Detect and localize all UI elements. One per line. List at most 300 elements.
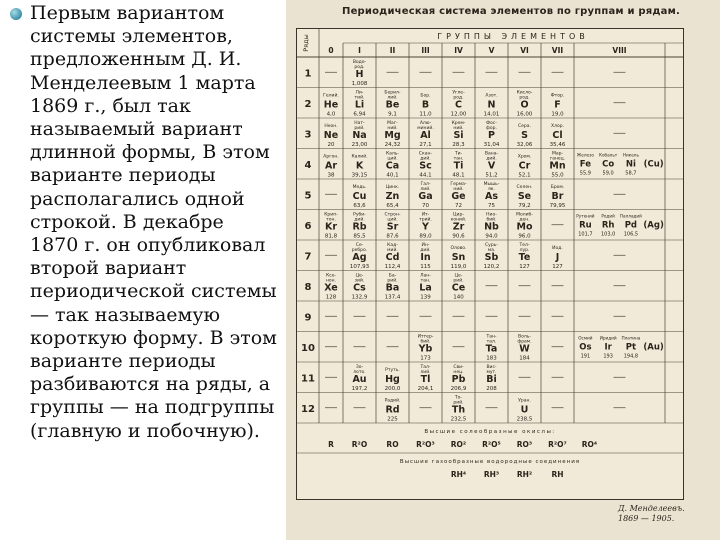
element-symbol: La [419,282,432,294]
element-name: Сурь- [485,243,498,248]
element-mass: 48,1 [452,172,465,179]
element-name: Крип- [324,212,338,218]
element-name: Молиб- [516,212,533,218]
element-mass: 70 [422,203,429,209]
element-name: Иод. [552,246,563,251]
element-name: ний. [387,126,398,131]
element-symbol: He [323,99,339,111]
element-symbol: Tl [420,374,431,385]
element-name: Никель [622,152,639,158]
element-name: Хлор. [551,124,564,129]
element-symbol: Pd [624,220,638,231]
group-number: II [389,46,396,55]
element-name: Водо- [352,60,367,65]
element-symbol: Al [420,130,431,141]
element-name: Аргон. [323,154,339,160]
element-name: род. [519,95,530,101]
element-name: миний. [417,126,434,131]
element-name: Крем- [451,121,466,126]
element-symbol: Mg [384,130,401,141]
element-symbol: Ni [625,159,636,170]
element-mass: 1,008 [351,81,368,87]
element-mass: 200,0 [384,386,401,392]
element-mass: 55,9 [579,170,591,177]
element-symbol: H [355,69,364,80]
element-mass: 58,7 [625,170,637,177]
element-mass: 35,46 [549,142,566,148]
element-mass: 14,01 [483,111,500,118]
bullet-icon [10,8,22,20]
element-mass: 191 [580,353,591,360]
hydrides-caption: Высшие газообразные водородные соединения [399,459,581,465]
element-symbol: Yb [418,343,433,355]
element-name: Радий. [384,398,401,404]
element-mass: 184 [519,355,530,362]
element-mass: 120,2 [483,264,500,270]
element-mass: 72 [455,203,462,209]
element-symbol: In [420,252,431,263]
element-mass: 139 [420,294,431,301]
element-symbol: Kr [324,221,338,233]
element-symbol: Bi [486,374,497,385]
element-name: лий. [420,370,431,375]
element-symbol: Pb [451,374,466,385]
element-name: Фос- [486,121,497,126]
row-number: 9 [304,312,312,324]
element-name: Уран. [518,398,531,404]
element-name: Бор. [420,93,431,99]
element-name: Гелий. [323,93,339,99]
element-name: нон. [325,278,337,284]
element-mass: 51,2 [485,172,498,179]
element-mass: 59,0 [602,170,614,177]
element-name: Азот. [485,93,498,99]
element-mass: 96,0 [518,233,531,240]
element-symbol: Ga [418,191,433,202]
element-symbol: Zr [452,221,465,233]
element-symbol: V [487,160,496,172]
element-symbol: K [355,160,364,172]
element-symbol: C [455,99,462,111]
oxide-formula: RO² [450,440,467,449]
element-symbol: Ta [485,343,498,355]
element-name: Сви- [453,365,464,370]
element-name: Ба- [388,273,397,279]
element-name: Фтор. [550,93,565,99]
row-label-header: Ряды [302,34,310,52]
element-name: Кисло- [516,90,533,96]
element-name: Се- [355,243,364,248]
element-name: Нио- [486,212,497,218]
element-symbol: Ce [451,282,466,294]
element-name: Родий [601,213,615,219]
element-name: Бром. [550,185,565,190]
element-name: ребро. [351,248,368,253]
element-name: мут. [486,370,497,375]
element-mass: 90,6 [452,233,465,240]
element-name: Осмий [578,335,593,341]
element-symbol: Be [385,99,400,111]
element-name: Ти- [454,151,463,157]
element-name: Кад- [387,243,398,248]
element-mass: 79,2 [518,203,531,209]
row-number: 12 [301,403,315,415]
element-symbol: (Au) [643,342,664,353]
element-name: тий. [354,95,365,101]
element-name: Воль- [518,334,531,340]
element-symbol: Cl [552,130,563,141]
element-symbol: As [484,191,499,202]
element-mass: 127 [519,264,530,270]
element-name: Платина [621,335,641,341]
element-name: род. [453,95,464,101]
oxide-formula: RO⁴ [581,440,598,449]
element-name: Вана- [484,151,499,157]
element-name: фрам. [517,339,532,345]
oxide-formula: R [328,440,334,449]
element-name: рий. [387,278,398,284]
element-name: лото. [353,370,366,375]
element-name: Кобальт [598,152,618,158]
element-name: Берил- [384,90,401,96]
element-symbol: Au [352,374,367,385]
element-symbol: Co [602,159,615,170]
element-name: рий. [354,126,365,131]
element-name: лий. [420,187,431,192]
element-symbol: Hg [385,374,400,385]
signature-name: Д. Менделеевъ. [618,504,685,513]
element-name: Угле- [452,90,465,96]
element-mass: 81,8 [324,233,338,240]
element-name: Нат- [354,121,365,126]
element-name: бий. [486,217,497,223]
element-name: Калий. [351,154,368,160]
element-name: тон. [326,217,336,223]
element-mass: 225 [387,416,398,423]
element-mass: 16,00 [516,111,533,118]
hydride-formula: RH⁴ [450,470,467,479]
row-number: 5 [304,190,312,202]
element-mass: 137,4 [384,294,401,301]
element-mass: 115 [420,264,431,270]
element-name: Мышь- [483,182,500,187]
element-name: як. [488,187,495,192]
element-mass: 112,4 [384,264,401,270]
element-mass: 238,5 [516,416,533,423]
element-name: Медь. [352,185,367,190]
element-mass: 103,0 [600,231,616,238]
element-mass: 206,9 [450,386,467,392]
element-name: тал. [486,339,497,345]
element-mass: 140 [453,294,464,301]
text-block [8,2,278,443]
element-mass: 79,95 [549,203,566,209]
element-mass: 89,0 [419,233,432,240]
element-symbol: Ge [451,191,466,202]
element-name: Ли- [355,90,364,96]
bullet-paragraph [8,2,278,443]
element-name: Вис- [486,365,497,370]
element-name: Цир- [453,212,464,218]
element-name: Строн- [384,212,401,218]
element-mass: 173 [420,355,431,362]
element-symbol: N [487,99,496,111]
element-symbol: Te [518,252,531,263]
element-name: Ит- [421,212,430,218]
element-name: Иттер- [417,334,434,340]
table-title: Периодическая система элементов по группам и рядам. [342,6,680,17]
element-name: Неон. [324,124,338,129]
group-number: VI [520,46,529,55]
element-symbol: Ne [323,130,339,141]
element-name: трий. [419,217,432,223]
element-name: дий. [486,156,497,162]
element-mass: 193 [603,353,613,360]
element-name: ден. [519,217,530,223]
element-symbol: Si [453,130,464,141]
signature-years: 1869 — 1905. [618,514,675,523]
oxide-formula: R²O³ [416,440,435,449]
element-name: ций. [387,156,398,162]
row-number: 11 [301,373,315,385]
element-mass: 106,5 [623,231,639,238]
element-symbol: Ba [385,282,400,294]
element-name: Зо- [355,365,364,370]
element-symbol: P [488,130,495,141]
element-name: дий. [354,217,365,223]
element-name: Маг- [387,121,398,126]
element-name: тан. [453,156,464,162]
element-symbol: Br [551,191,564,202]
hydride-formula: RH³ [483,470,500,479]
element-name: рий. [453,278,464,284]
element-symbol: Rb [352,221,367,233]
row-number: 8 [304,281,312,293]
element-symbol: J [555,252,560,263]
element-symbol: Ag [352,252,367,263]
row-number: 7 [304,251,312,263]
oxide-formula: R²O [351,440,368,449]
periodic-table-grid [297,29,683,499]
element-symbol: F [554,99,561,111]
element-mass: 127 [552,264,563,270]
element-name: Рутений [576,213,595,219]
element-symbol: Fe [579,159,591,170]
element-name: бий. [420,339,431,345]
element-mass: 107,93 [349,264,370,270]
element-name: дий. [420,248,431,253]
element-symbol: Mn [549,160,566,172]
element-name: мий. [387,248,398,253]
element-mass: 6,94 [353,111,366,118]
element-symbol: Sn [451,252,466,263]
element-mass: 194,8 [623,353,639,360]
element-symbol: Se [517,191,532,202]
element-symbol: Rh [601,220,615,231]
element-name: Железо [576,152,594,158]
element-name: То- [454,395,463,401]
element-symbol: U [520,404,529,416]
element-name: Олово. [450,246,467,251]
element-symbol: Na [352,130,367,141]
element-mass: 65,4 [386,203,399,209]
element-name: Хром. [517,154,532,160]
element-mass: 197,2 [351,386,368,392]
element-name: Мар- [551,151,564,157]
element-symbol: Mo [516,221,533,233]
element-name: лий. [387,95,398,101]
element-name: Гал- [420,182,431,187]
element-mass: 20 [327,142,335,148]
element-mass: 31,04 [483,142,500,148]
element-name: Алю- [419,121,432,126]
element-mass: 132,9 [351,294,368,301]
element-name: Ртуть. [385,368,400,373]
element-name: Иридий [599,335,617,341]
element-symbol: Sb [484,252,499,263]
group-number: 0 [328,46,334,55]
element-name: Руби- [353,212,366,218]
element-name: зий. [354,278,365,284]
element-symbol: Nb [484,221,499,233]
element-mass: 32,06 [516,142,533,148]
element-name: ний. [453,187,464,192]
element-mass: 27,1 [419,142,432,148]
element-name: Тал- [420,365,431,370]
element-name: ний. [453,126,464,131]
row-number: 3 [304,129,312,141]
element-symbol: Y [422,221,429,233]
element-symbol: Ir [604,342,612,353]
element-symbol: Xe [324,282,338,294]
groups-header: ГРУППЫ ЭЛЕМЕНТОВ [437,32,589,41]
element-name: Ин- [421,243,430,248]
hydride-formula: RH [551,470,564,479]
element-name: род. [354,65,365,70]
element-name: Селен. [516,185,533,190]
element-mass: 23,00 [351,142,368,148]
element-name: дий. [420,156,431,162]
element-mass: 12,00 [450,111,467,118]
element-symbol: (Ag) [643,220,664,231]
element-mass: 44,1 [419,172,432,179]
element-mass: 52,1 [518,172,531,179]
element-symbol: Sc [419,160,432,172]
element-symbol: Zn [385,191,400,202]
element-symbol: Cs [353,282,366,294]
row-number: 6 [304,220,312,232]
element-name: Герма- [450,182,467,187]
element-name: Лан- [420,273,431,279]
element-symbol: Ti [453,160,464,172]
element-mass: 119,0 [450,264,467,270]
element-symbol: Ar [324,160,338,172]
element-mass: 11,0 [419,111,432,118]
group-number: VII [551,46,564,55]
element-mass: 183 [486,355,497,362]
element-mass: 63,6 [353,203,366,209]
element-mass: 94,0 [485,233,498,240]
element-symbol: Ca [385,160,400,172]
row-number: 2 [304,98,312,110]
element-mass: 24,32 [384,142,401,148]
element-name: ма. [487,248,496,253]
element-symbol: Os [579,342,592,353]
element-mass: 4,0 [326,111,336,118]
oxide-formula: RO [386,440,399,449]
element-symbol: (Cu) [643,159,664,170]
element-name: тан. [420,278,431,284]
group-number: III [421,46,430,55]
element-mass: 85,5 [353,233,366,240]
element-symbol: Sr [386,221,399,233]
element-name: ганец. [549,156,566,162]
element-mass: 208 [486,386,497,392]
element-name: коний. [450,217,467,223]
element-symbol: Cr [518,160,531,172]
element-mass: 101,7 [578,231,593,238]
element-name: Тан- [486,334,497,340]
element-symbol: Rd [385,404,400,416]
element-symbol: Cu [352,191,367,202]
group-number: I [358,46,361,55]
oxide-formula: R²O⁵ [482,440,501,449]
element-symbol: Th [451,404,466,416]
row-number: 10 [301,342,315,354]
element-name: фор. [486,126,497,131]
element-symbol: W [519,343,530,355]
element-mass: 204,1 [417,386,434,392]
row-number: 4 [304,159,312,171]
element-name: нец. [453,370,464,375]
row-number: 1 [304,68,312,80]
element-name: Скан- [418,151,433,157]
element-symbol: Cd [385,252,400,263]
element-name: лур. [519,248,530,253]
element-name: Тел- [519,243,530,248]
element-mass: 232,5 [450,416,467,423]
element-mass: 39,15 [351,172,368,179]
element-mass: 40,1 [386,172,399,179]
element-mass: 87,6 [386,233,399,240]
element-name: рий. [453,400,464,406]
oxide-formula: R²O⁷ [548,440,567,449]
element-symbol: Pt [625,342,637,353]
oxide-formula: RO³ [516,440,533,449]
element-symbol: O [520,99,529,111]
paragraph-text: Первым вариантом системы элементов, предложенным Д. И. Менделеевым 1 марта 1869 г., был так называемый вариант длинной формы, В этом варианте периоды располагались одной строкой. В декабре 1870 г. он опубликовал второй вариант периодической системы — так называемую короткую форму. В этом варианте периоды разбиваются на ряды, а группы — на подгруппы (главную и побочную). [30,2,277,442]
element-mass: 28,3 [452,142,465,148]
element-symbol: Li [354,99,365,111]
element-mass: 128 [325,294,337,301]
element-mass: 75 [488,203,495,209]
element-mass: 38 [327,172,335,179]
element-mass: 55,0 [551,172,564,179]
element-name: Це- [355,273,364,279]
element-name: Ксе- [325,273,337,279]
element-name: Це- [454,273,463,279]
element-name: Каль- [385,151,400,157]
element-name: Цинк. [385,185,400,190]
element-symbol: B [421,99,430,111]
element-name: Палладий [619,213,642,219]
element-mass: 19,0 [551,111,564,118]
element-name: ций. [387,217,398,223]
group-number: IV [454,46,463,55]
element-name: Сера. [518,124,531,129]
group-number: VIII [612,46,627,55]
hydride-formula: RH² [516,470,533,479]
